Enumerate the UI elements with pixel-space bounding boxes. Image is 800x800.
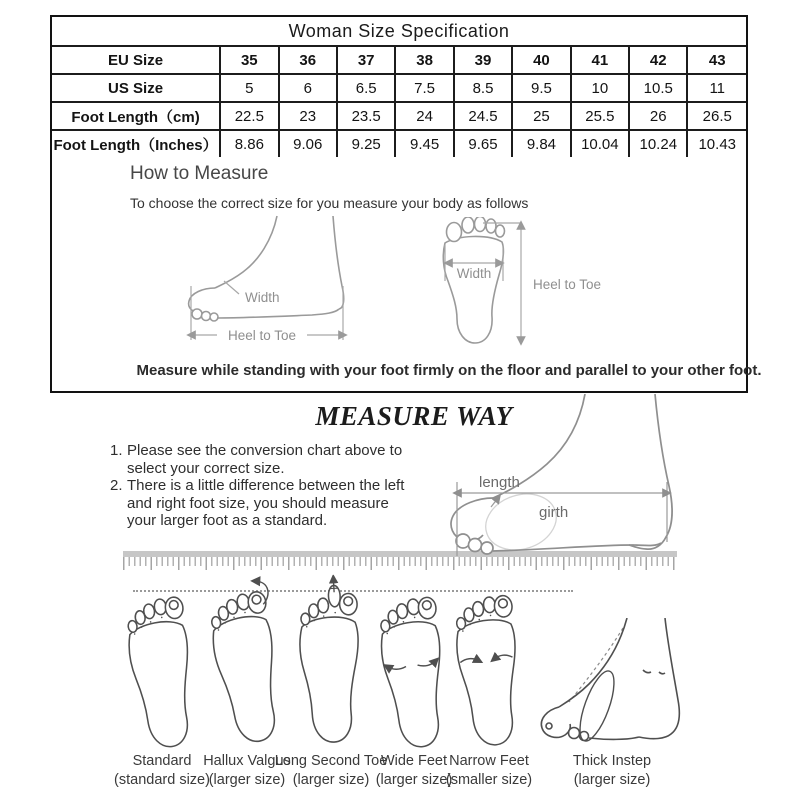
size-value-cell: 26 <box>629 102 687 130</box>
foot-type-name: Thick Instep <box>572 753 652 769</box>
heel-to-toe-label: Heel to Toe <box>533 277 602 292</box>
sole-foot-diagram <box>437 217 652 352</box>
size-value-cell: 22.5 <box>220 102 278 130</box>
size-table-row <box>52 130 746 157</box>
size-value-cell: 39 <box>454 46 512 74</box>
size-value-cell: 42 <box>629 46 687 74</box>
size-value-cell: 11 <box>687 74 746 102</box>
heel-to-toe-label: Heel to Toe <box>227 328 297 343</box>
size-value-cell: 25.5 <box>571 102 629 130</box>
foot-type-size-note: (larger size) <box>375 772 453 788</box>
size-table-row <box>52 74 746 102</box>
foot-type-caption <box>446 752 532 790</box>
size-value-cell: 35 <box>220 46 278 74</box>
foot-illustration-long-second-toe <box>292 573 369 752</box>
measure-way-steps <box>110 442 440 530</box>
foot-type-name: Narrow Feet <box>449 753 529 769</box>
foot-illustration-thick-instep <box>537 618 687 758</box>
measure-step <box>110 477 440 530</box>
size-value-cell: 9.06 <box>279 130 337 157</box>
foot-type-name: Long Second Toe <box>274 753 388 769</box>
size-value-cell: 9.5 <box>512 74 570 102</box>
foot-illustration-narrow-feet <box>446 575 532 757</box>
foot-type-name: Hallux Valgus <box>203 753 291 769</box>
size-value-cell: 9.25 <box>337 130 395 157</box>
size-value-cell: 10.04 <box>571 130 629 157</box>
size-value-cell: 41 <box>571 46 629 74</box>
size-value-cell: 9.65 <box>454 130 512 157</box>
length-girth-foot-diagram <box>443 394 690 562</box>
size-value-cell: 9.45 <box>395 130 453 157</box>
foot-type-size-note: (standard size) <box>114 772 210 788</box>
size-value-cell: 7.5 <box>395 74 453 102</box>
size-value-cell: 25 <box>512 102 570 130</box>
size-value-cell: 43 <box>687 46 746 74</box>
how-to-measure-heading: How to Measure <box>130 163 269 184</box>
foot-type-size-note: (larger size) <box>292 772 370 788</box>
size-value-cell: 23.5 <box>337 102 395 130</box>
size-value-cell: 10 <box>571 74 629 102</box>
row-label: US Size <box>52 74 220 102</box>
foot-type-caption <box>573 752 651 790</box>
foot-type-name: Wide Feet <box>380 753 448 769</box>
row-label: Foot Length（cm) <box>52 102 220 130</box>
how-to-measure-subtitle: To choose the correct size for you measure your body as follows <box>130 195 529 211</box>
width-label: Width <box>456 266 492 281</box>
side-foot-diagram <box>127 214 352 354</box>
size-table <box>52 17 746 157</box>
size-table-row <box>52 102 746 130</box>
foot-type-caption <box>275 752 388 790</box>
step-text-line: select your correct size. <box>127 459 285 477</box>
size-value-cell: 24.5 <box>454 102 512 130</box>
size-value-cell: 24 <box>395 102 453 130</box>
foot-illustration-wide-feet <box>370 577 459 760</box>
size-value-cell: 38 <box>395 46 453 74</box>
size-value-cell: 10.24 <box>629 130 687 157</box>
size-table-title: Woman Size Specification <box>52 17 746 46</box>
foot-illustration-hallux-valgus <box>198 570 296 755</box>
size-value-cell: 10.43 <box>687 130 746 157</box>
size-value-cell: 8.5 <box>454 74 512 102</box>
size-value-cell: 36 <box>279 46 337 74</box>
length-label: length <box>479 474 520 491</box>
size-value-cell: 37 <box>337 46 395 74</box>
size-value-cell: 5 <box>220 74 278 102</box>
size-value-cell: 6 <box>279 74 337 102</box>
foot-type-size-note: (larger size) <box>208 772 286 788</box>
size-value-cell: 6.5 <box>337 74 395 102</box>
foot-type-caption <box>114 752 210 790</box>
measure-way-title: MEASURE WAY <box>315 401 513 431</box>
step-text-line: your larger foot as a standard. <box>127 512 328 529</box>
size-table-row <box>52 46 746 74</box>
size-value-cell: 10.5 <box>629 74 687 102</box>
size-value-cell: 8.86 <box>220 130 278 157</box>
size-spec-panel <box>50 15 762 393</box>
size-value-cell: 23 <box>279 102 337 130</box>
foot-type-caption <box>376 752 453 790</box>
step-text-line: Please see the conversion chart above to <box>127 442 403 459</box>
size-value-cell: 9.84 <box>512 130 570 157</box>
width-label: Width <box>245 290 280 305</box>
foot-silhouette <box>451 394 672 551</box>
step-number: 1. <box>110 442 123 459</box>
foot-type-name: Standard <box>132 753 192 769</box>
step-text-line: There is a little difference between the left <box>127 477 405 494</box>
size-table-body <box>52 17 746 157</box>
foot-type-size-note: (larger size) <box>573 772 651 788</box>
size-value-cell: 26.5 <box>687 102 746 130</box>
row-label: EU Size <box>52 46 220 74</box>
foot-type-size-note: (smaller size) <box>445 772 533 788</box>
step-number: 2. <box>110 477 123 494</box>
row-label: Foot Length（Inches） <box>52 130 220 157</box>
measure-step <box>110 442 440 477</box>
size-value-cell: 40 <box>512 46 570 74</box>
foot-illustration-standard <box>116 576 208 760</box>
measure-note: Measure while standing with your foot firmly on the floor and parallel to your other foot. <box>136 362 762 379</box>
step-text-line: and right foot size, you should measure <box>127 494 389 512</box>
girth-label: girth <box>539 504 569 521</box>
